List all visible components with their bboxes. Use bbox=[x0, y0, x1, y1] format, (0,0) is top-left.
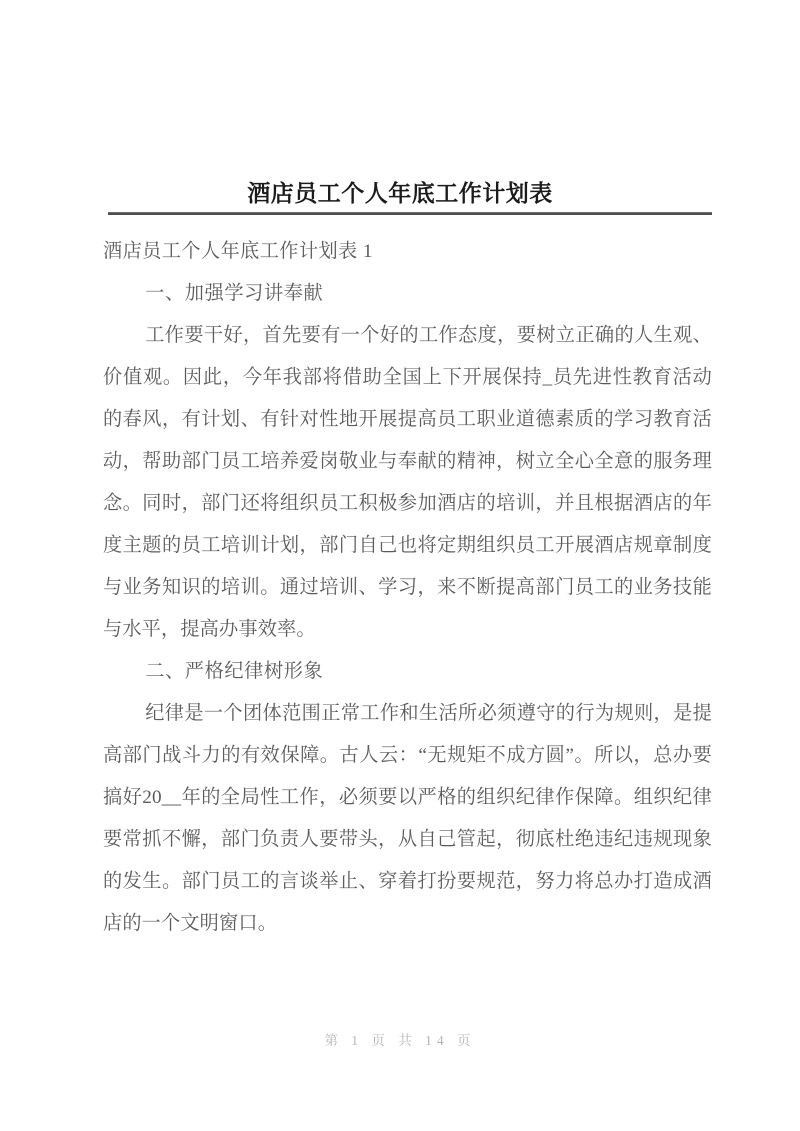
page-title: 酒店员工个人年底工作计划表 bbox=[247, 180, 553, 207]
section-heading-1: 一、加强学习讲奉献 bbox=[145, 283, 324, 304]
title-divider bbox=[108, 212, 712, 215]
document-label: 酒店员工个人年底工作计划表 1 bbox=[103, 241, 373, 262]
document-body bbox=[103, 231, 712, 945]
section-paragraph-2: 纪律是一个团体范围正常工作和生活所必须遵守的行为规则，是提高部门战斗力的有效保障。古人云：“无规矩不成方圆”。所以，总办要搞好20__年的全局性工作，必须要以严格的组织纪律作保障。组织纪律要常抓不懈，部门负责人要带头，从自己管起，彻底杜绝违纪违规现象的发生。部门员工的言谈举止、穿着打扮要规范，努力将总办打造成酒店的一个文明窗口。 bbox=[103, 703, 712, 934]
page-footer: 第 1 页 共 14 页 bbox=[324, 1033, 476, 1048]
section-heading-2: 二、严格纪律树形象 bbox=[145, 661, 324, 682]
section-paragraph-1: 工作要干好，首先要有一个好的工作态度，要树立正确的人生观、价值观。因此，今年我部将借助全国上下开展保持_员先进性教育活动的春风，有计划、有针对性地开展提高员工职业道德素质的学习教育活动，帮助部门员工培养爱岗敬业与奉献的精神，树立全心全意的服务理念。同时，部门还将组织员工积极参加酒店的培训，并且根据酒店的年度主题的员工培训计划，部门自己也将定期组织员工开展酒店规章制度与业务知识的培训。通过培训、学习，来不断提高部门员工的业务技能与水平，提高办事效率。 bbox=[103, 325, 712, 640]
